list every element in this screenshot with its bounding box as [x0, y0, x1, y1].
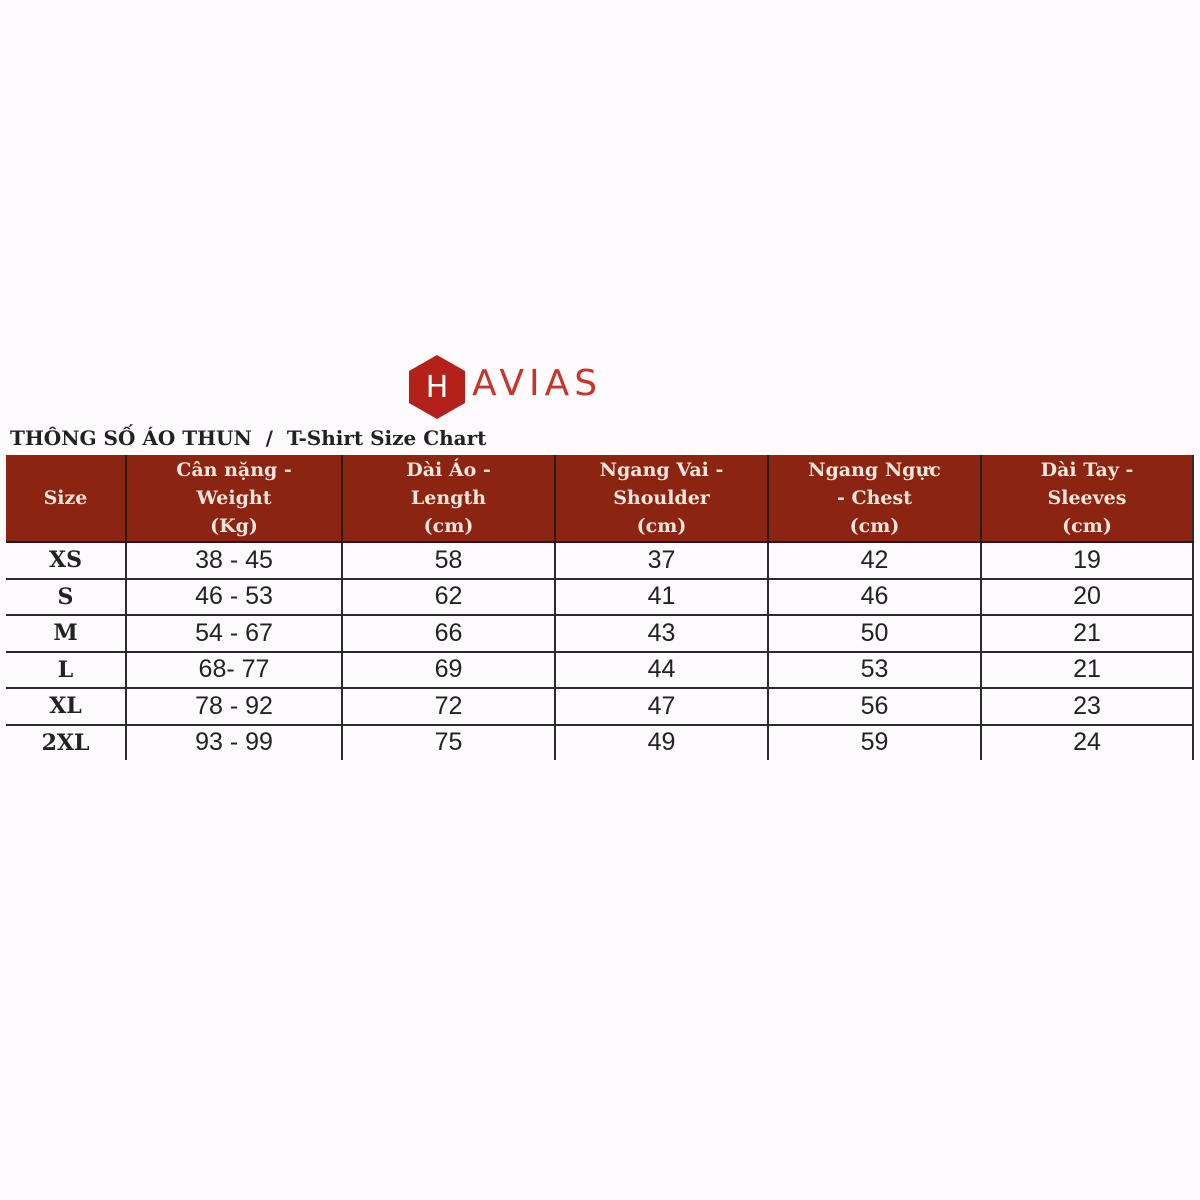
cell-size: XL: [6, 688, 126, 725]
cell-size: L: [6, 652, 126, 689]
header-line: Ngang Vai -: [599, 459, 724, 481]
table-row: [6, 725, 1193, 761]
header-weight: [126, 455, 342, 542]
cell-shoulder: 47: [555, 688, 768, 725]
header-line: Dài Áo -: [406, 459, 491, 481]
header-chest: [768, 455, 981, 542]
header-line: Size: [43, 487, 88, 509]
cell-length: 69: [342, 652, 555, 689]
cell-length: 62: [342, 579, 555, 616]
cell-sleeves: 20: [981, 579, 1193, 616]
cell-length: 72: [342, 688, 555, 725]
cell-length: 66: [342, 615, 555, 652]
header-line: (cm): [849, 515, 900, 537]
cell-sleeves: 19: [981, 542, 1193, 579]
cell-chest: 50: [768, 615, 981, 652]
header-shoulder: [555, 455, 768, 542]
table-header-row: [6, 455, 1193, 542]
header-line: Ngang Ngực: [808, 459, 941, 481]
logo-wordmark: AVIAS: [472, 363, 603, 404]
table-row: [6, 542, 1193, 579]
cell-weight: 38 - 45: [126, 542, 342, 579]
hexagon-logo-icon: [408, 354, 466, 420]
header-size: [6, 455, 126, 542]
cell-size: XS: [6, 542, 126, 579]
cell-weight: 78 - 92: [126, 688, 342, 725]
cell-size: 2XL: [6, 725, 126, 761]
cell-weight: 54 - 67: [126, 615, 342, 652]
header-line: (Kg): [210, 515, 258, 537]
table-row: [6, 652, 1193, 689]
logo-letter: H: [425, 369, 449, 405]
cell-chest: 46: [768, 579, 981, 616]
cell-shoulder: 43: [555, 615, 768, 652]
cell-sleeves: 21: [981, 615, 1193, 652]
cell-size: M: [6, 615, 126, 652]
header-line: Sleeves: [1047, 487, 1127, 509]
cell-sleeves: 23: [981, 688, 1193, 725]
cell-chest: 56: [768, 688, 981, 725]
cell-shoulder: 37: [555, 542, 768, 579]
cell-weight: 68- 77: [126, 652, 342, 689]
havias-logo: [408, 354, 602, 420]
cell-length: 58: [342, 542, 555, 579]
cell-chest: 53: [768, 652, 981, 689]
cell-weight: 46 - 53: [126, 579, 342, 616]
cell-chest: 42: [768, 542, 981, 579]
cell-size: S: [6, 579, 126, 616]
header-line: (cm): [1062, 515, 1112, 537]
header-line: Length: [410, 487, 487, 509]
table-row: [6, 579, 1193, 616]
cell-sleeves: 21: [981, 652, 1193, 689]
header-line: Dài Tay -: [1040, 459, 1134, 481]
cell-length: 75: [342, 725, 555, 761]
cell-sleeves: 24: [981, 725, 1193, 761]
table-row: [6, 688, 1193, 725]
cell-shoulder: 41: [555, 579, 768, 616]
header-line: Shoulder: [613, 487, 710, 509]
cell-chest: 59: [768, 725, 981, 761]
cell-shoulder: 44: [555, 652, 768, 689]
header-line: (cm): [636, 515, 687, 537]
size-chart-table: [6, 455, 1194, 760]
header-line: - Chest: [837, 487, 912, 509]
size-chart-title: THÔNG SỐ ÁO THUN / T-Shirt Size Chart: [10, 426, 487, 450]
header-line: Weight: [196, 487, 272, 509]
header-line: (cm): [423, 515, 474, 537]
cell-weight: 93 - 99: [126, 725, 342, 761]
table-row: [6, 615, 1193, 652]
header-length: [342, 455, 555, 542]
header-line: Cân nặng -: [176, 459, 292, 481]
header-sleeves: [981, 455, 1193, 542]
cell-shoulder: 49: [555, 725, 768, 761]
